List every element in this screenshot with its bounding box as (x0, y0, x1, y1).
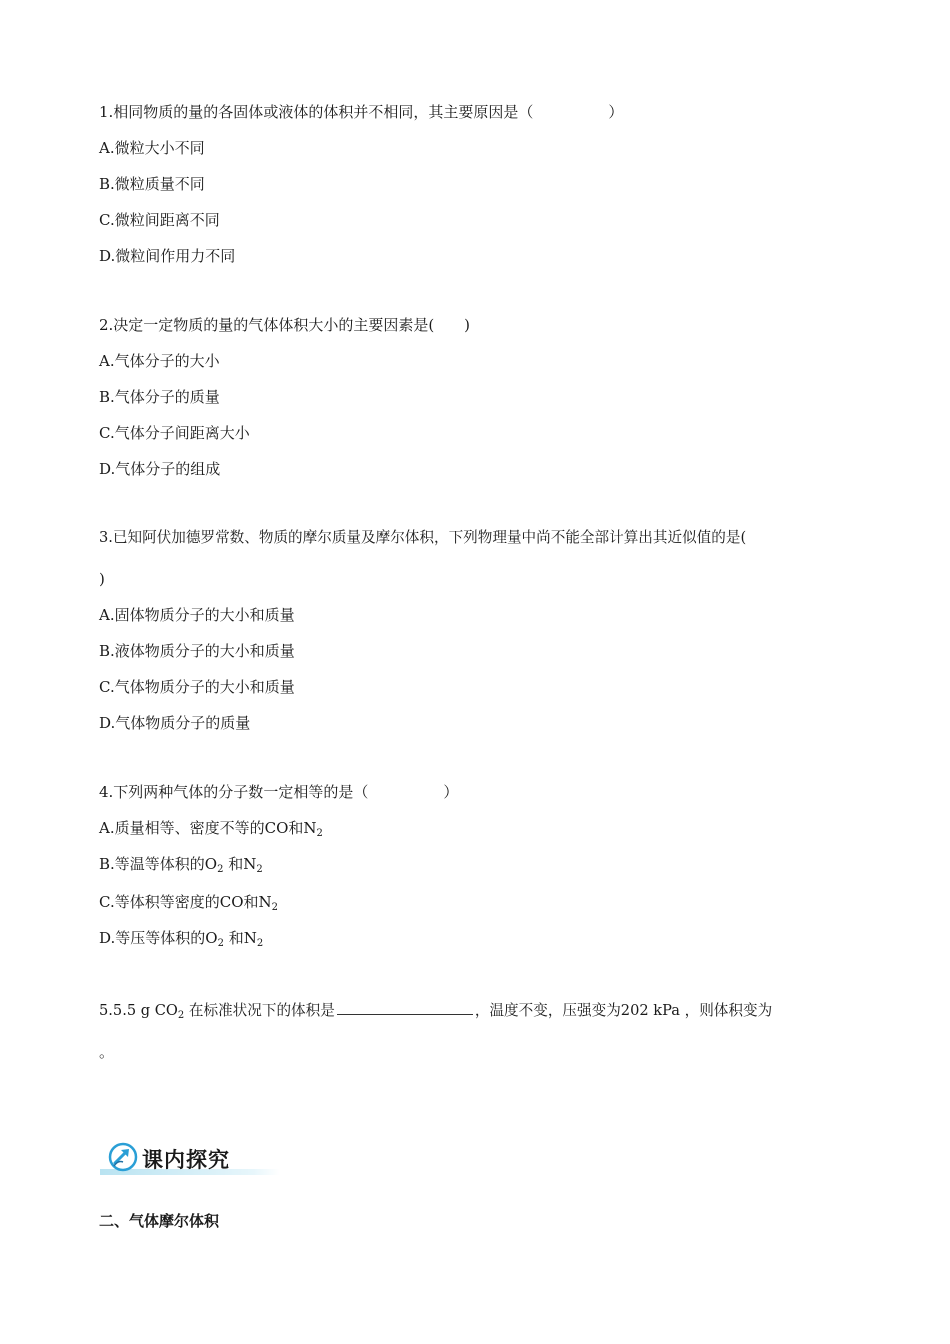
q2-option-c: C.气体分子间距离大小 (99, 424, 250, 442)
q4-option-c-sub: 2 (271, 902, 278, 913)
q3-option-c: C.气体物质分子的大小和质量 (99, 678, 295, 696)
q5-answer-blank[interactable] (337, 1000, 473, 1015)
q4-option-a-sub: 2 (316, 828, 323, 839)
q2-stem: 2.决定一定物质的量的气体体积大小的主要因素是( ) (99, 316, 471, 334)
q1-stem: 1.相同物质的量的各固体或液体的体积并不相同，其主要原因是（ ） (99, 103, 624, 121)
q3-option-a: A.固体物质分子的大小和质量 (99, 606, 295, 624)
q2-option-a: A.气体分子的大小 (99, 352, 220, 370)
q4-stem: 4.下列两种气体的分子数一定相等的是（ ） (99, 783, 459, 801)
q4-option-b-sub2: 2 (256, 864, 263, 875)
q4-option-a (99, 818, 890, 838)
section-title: 课内探究 (142, 1148, 230, 1172)
q5-text-3: ，温度不变，压强变为202 kPa ，则体积变为 (474, 1002, 773, 1019)
q4-option-d-sub2: 2 (256, 938, 264, 949)
q3-stem-continued: ) (99, 570, 105, 588)
q1-option-b: B.微粒质量不同 (99, 175, 205, 193)
q4-option-a-text: A.质量相等、密度不等的CO和N (99, 819, 317, 837)
q4-option-b-mid: 和N (223, 855, 257, 873)
q1-option-a: A.微粒大小不同 (99, 139, 205, 157)
q2-option-d: D.气体分子的组成 (99, 460, 221, 478)
q2-option-b: B.气体分子的质量 (99, 388, 220, 406)
q3-option-b: B.液体物质分子的大小和质量 (99, 642, 295, 660)
q4-option-b-sub1: 2 (217, 864, 224, 875)
q5-text-2: 在标准状况下的体积是 (184, 1002, 335, 1019)
q1-option-c: C.微粒间距离不同 (99, 211, 220, 229)
subheading: 二、气体摩尔体积 (99, 1212, 220, 1230)
q4-option-b (99, 854, 890, 874)
q4-option-b-text: B.等温等体积的O (99, 855, 218, 873)
q4-option-d-text: D.等压等体积的O (99, 929, 218, 947)
pen-arrow-logo-icon (108, 1142, 138, 1172)
q4-option-d-mid: 和N (223, 929, 257, 947)
section-header (100, 1138, 280, 1178)
q5-stem (99, 1000, 890, 1021)
q3-stem: 3.已知阿伏加德罗常数、物质的摩尔质量及摩尔体积，下列物理量中尚不能全部计算出其近似值的是( (99, 529, 747, 546)
q5-stem-continued: 。 (99, 1043, 115, 1061)
q4-option-d (99, 928, 890, 948)
q1-option-d: D.微粒间作用力不同 (99, 247, 236, 265)
q4-option-c (99, 892, 890, 912)
q4-option-d-sub1: 2 (217, 938, 224, 949)
q5-text-1: 5.5.5 g CO (99, 1002, 178, 1019)
q4-option-c-text: C.等体积等密度的CO和N (99, 893, 272, 911)
q3-option-d: D.气体物质分子的质量 (99, 714, 251, 732)
q5-co2-sub: 2 (177, 1010, 185, 1021)
